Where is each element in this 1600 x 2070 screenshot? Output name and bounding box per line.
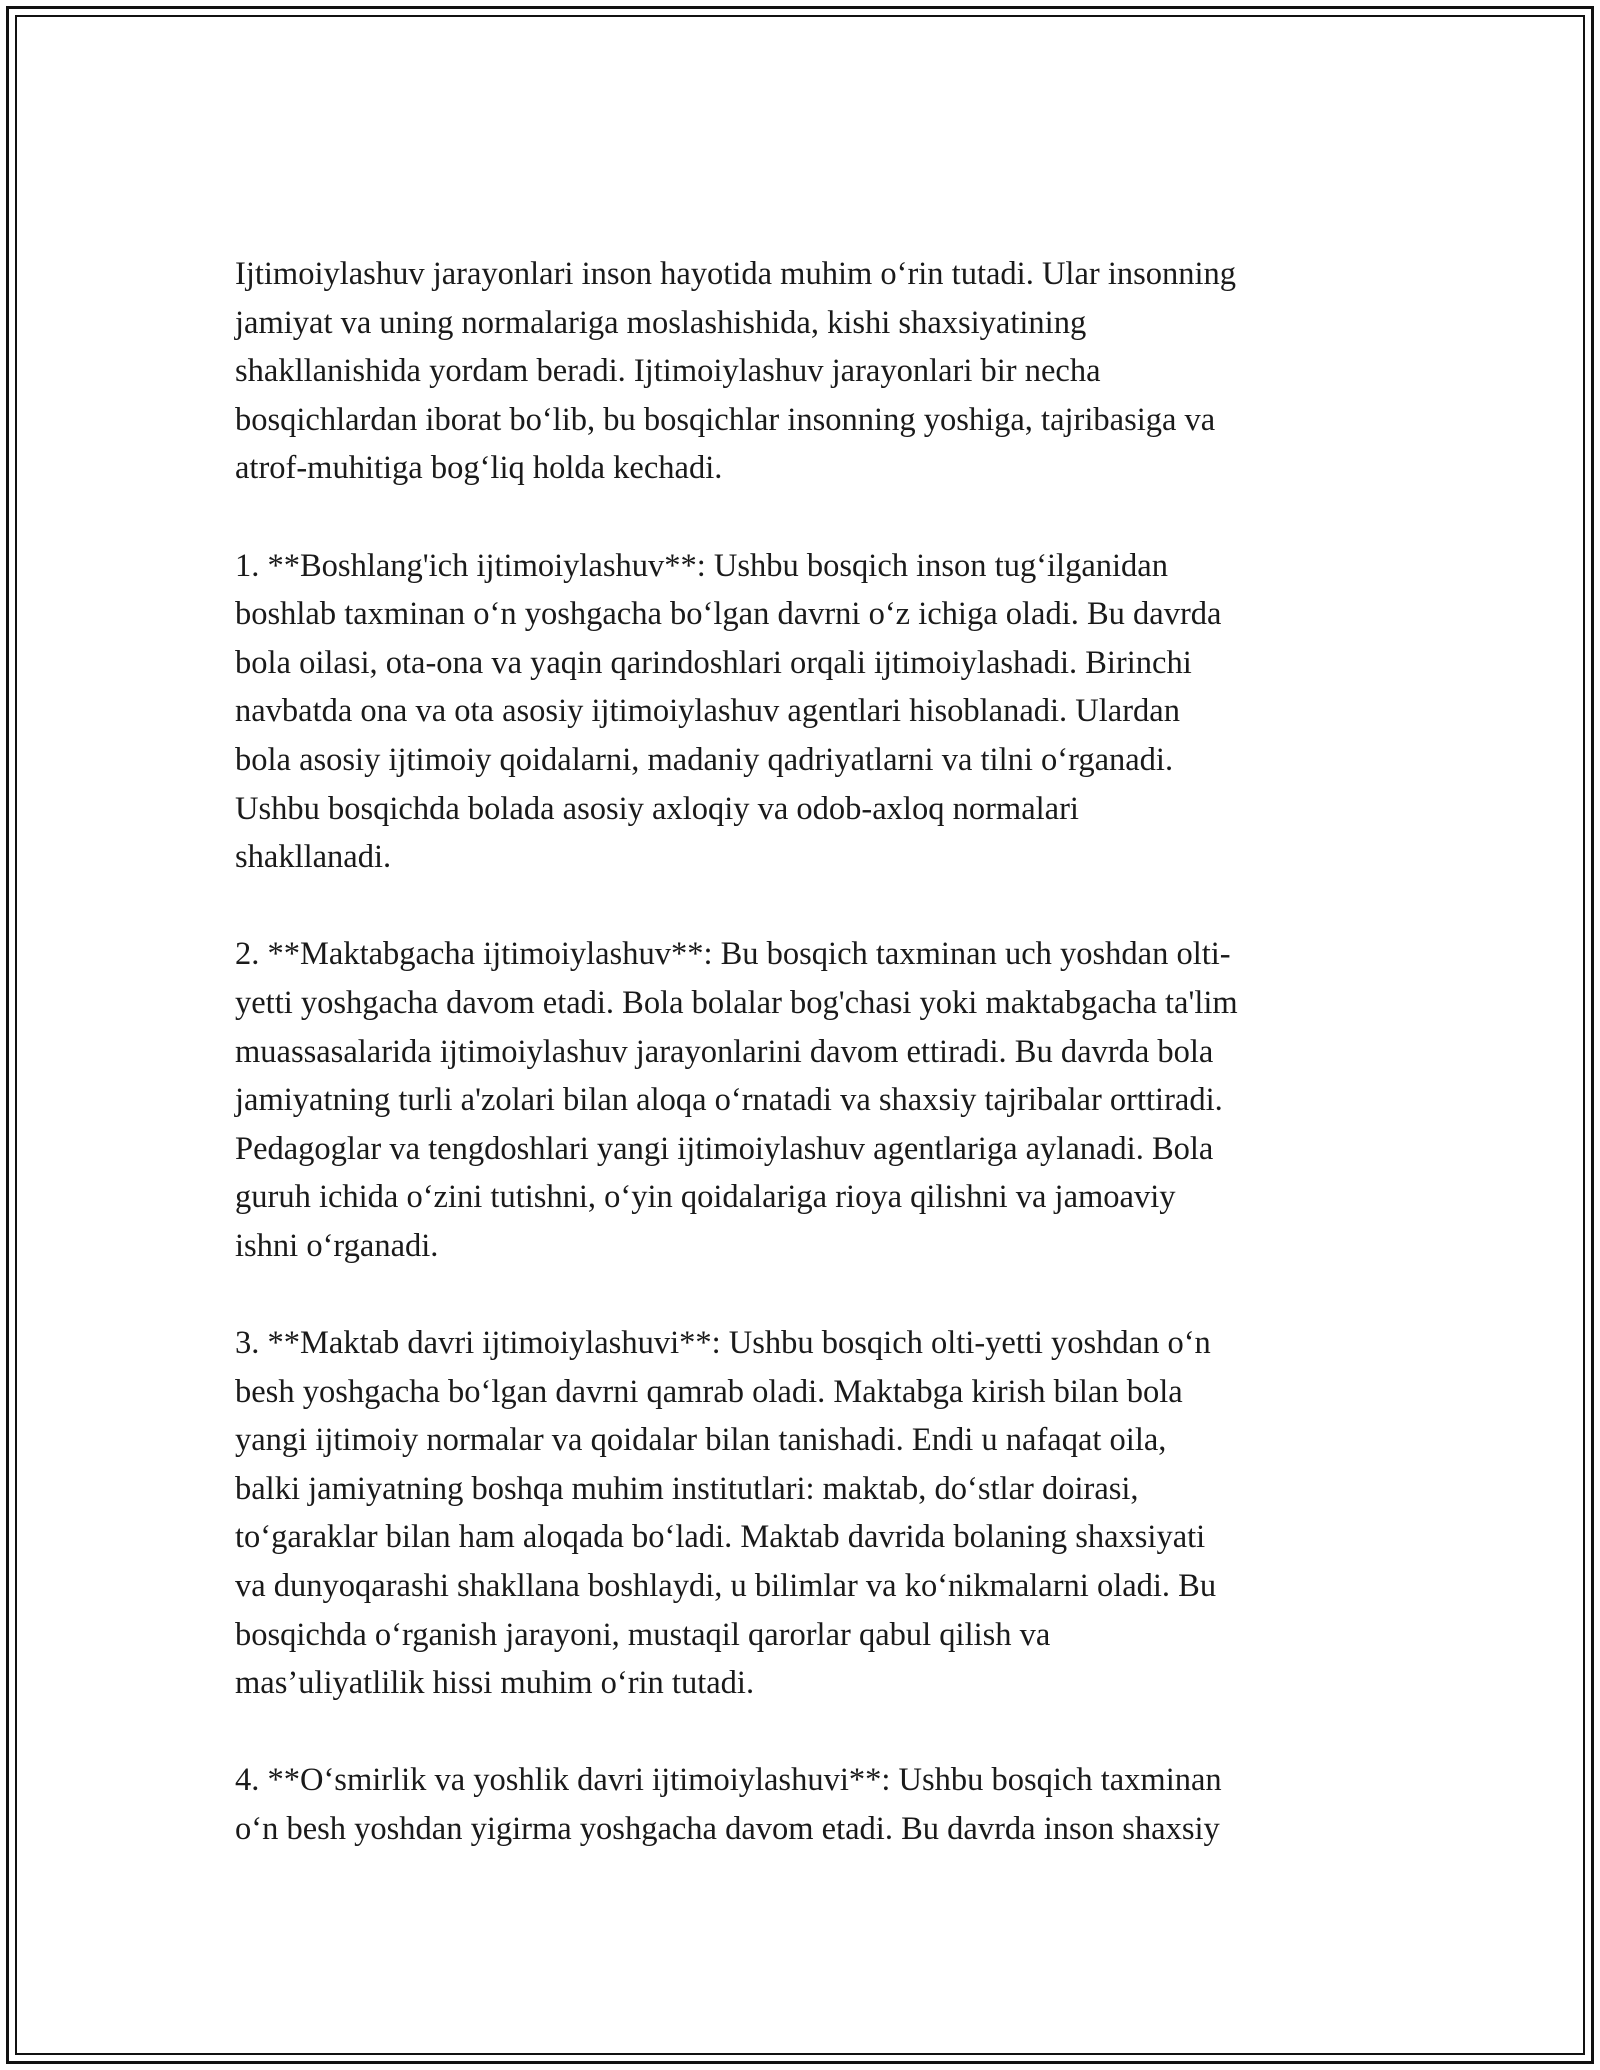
text-line: jamiyat va uning normalariga moslashishida, kishi shaxsiyatining bbox=[235, 304, 1087, 341]
text-line: yangi ijtimoiy normalar va qoidalar bilan tanishadi. Endi u nafaqat oila, bbox=[235, 1422, 1167, 1459]
document-body bbox=[235, 250, 1395, 1902]
stage-3-paragraph bbox=[235, 1319, 1395, 1708]
text-line: 3. **Maktab davri ijtimoiylashuvi**: Ushbu bosqich olti-yetti yoshdan o‘n bbox=[235, 1325, 1211, 1362]
text-line: mas’uliyatlilik hissi muhim o‘rin tutadi. bbox=[235, 1665, 755, 1702]
text-line: yetti yoshgacha davom etadi. Bola bolalar bog'chasi yoki maktabgacha ta'lim bbox=[235, 984, 1238, 1021]
text-line: besh yoshgacha bo‘lgan davrni qamrab oladi. Maktabga kirish bilan bola bbox=[235, 1373, 1183, 1410]
text-line: balki jamiyatning boshqa muhim institutlari: maktab, do‘stlar doirasi, bbox=[235, 1470, 1139, 1507]
text-line: Ushbu bosqichda bolada asosiy axloqiy va odob-axloq normalari bbox=[235, 790, 1079, 827]
text-line: muassasalarida ijtimoiylashuv jarayonlarini davom ettiradi. Bu davrda bola bbox=[235, 1033, 1214, 1070]
text-line: shakllanishida yordam beradi. Ijtimoiylashuv jarayonlari bir necha bbox=[235, 353, 1101, 390]
stage-4-paragraph bbox=[235, 1756, 1395, 1853]
text-line: bosqichda o‘rganish jarayoni, mustaqil qarorlar qabul qilish va bbox=[235, 1616, 1051, 1653]
text-line: guruh ichida o‘zini tutishni, o‘yin qoidalariga rioya qilishni va jamoaviy bbox=[235, 1179, 1176, 1216]
text-line: atrof-muhitiga bog‘liq holda kechadi. bbox=[235, 450, 723, 487]
text-line: bola asosiy ijtimoiy qoidalarni, madaniy qadriyatlarni va tilni o‘rganadi. bbox=[235, 741, 1174, 778]
intro-paragraph bbox=[235, 250, 1395, 493]
text-line: shakllanadi. bbox=[235, 839, 392, 876]
text-line: bola oilasi, ota-ona va yaqin qarindoshlari orqali ijtimoiylashadi. Birinchi bbox=[235, 644, 1192, 681]
text-line: to‘garaklar bilan ham aloqada bo‘ladi. Maktab davrida bolaning shaxsiyati bbox=[235, 1519, 1206, 1556]
text-line: navbatda ona va ota asosiy ijtimoiylashuv agentlari hisoblanadi. Ulardan bbox=[235, 693, 1180, 730]
text-line: va dunyoqarashi shakllana boshlaydi, u bilimlar va ko‘nikmalarni oladi. Bu bbox=[235, 1568, 1217, 1605]
text-line: 2. **Maktabgacha ijtimoiylashuv**: Bu bosqich taxminan uch yoshdan olti- bbox=[235, 936, 1231, 973]
text-line: Ijtimoiylashuv jarayonlari inson hayotida muhim o‘rin tutadi. Ular insonning bbox=[235, 256, 1237, 292]
text-line: bosqichlardan iborat bo‘lib, bu bosqichlar insonning yoshiga, tajribasiga va bbox=[235, 401, 1216, 438]
text-line: boshlab taxminan o‘n yoshgacha bo‘lgan davrni o‘z ichiga oladi. Bu davrda bbox=[235, 596, 1222, 633]
text-line: jamiyatning turli a'zolari bilan aloqa o‘rnatadi va shaxsiy tajribalar orttiradi. bbox=[235, 1082, 1223, 1119]
stage-2-paragraph bbox=[235, 930, 1395, 1270]
text-line: 4. **O‘smirlik va yoshlik davri ijtimoiylashuvi**: Ushbu bosqich taxminan bbox=[235, 1762, 1222, 1799]
text-line: o‘n besh yoshdan yigirma yoshgacha davom etadi. Bu davrda inson shaxsiy bbox=[235, 1811, 1220, 1847]
text-line: Pedagoglar va tengdoshlari yangi ijtimoiylashuv agentlariga aylanadi. Bola bbox=[235, 1130, 1214, 1167]
text-line: 1. **Boshlang'ich ijtimoiylashuv**: Ushbu bosqich inson tug‘ilganidan bbox=[235, 547, 1168, 584]
stage-1-paragraph bbox=[235, 542, 1395, 882]
text-line: ishni o‘rganadi. bbox=[235, 1227, 439, 1264]
